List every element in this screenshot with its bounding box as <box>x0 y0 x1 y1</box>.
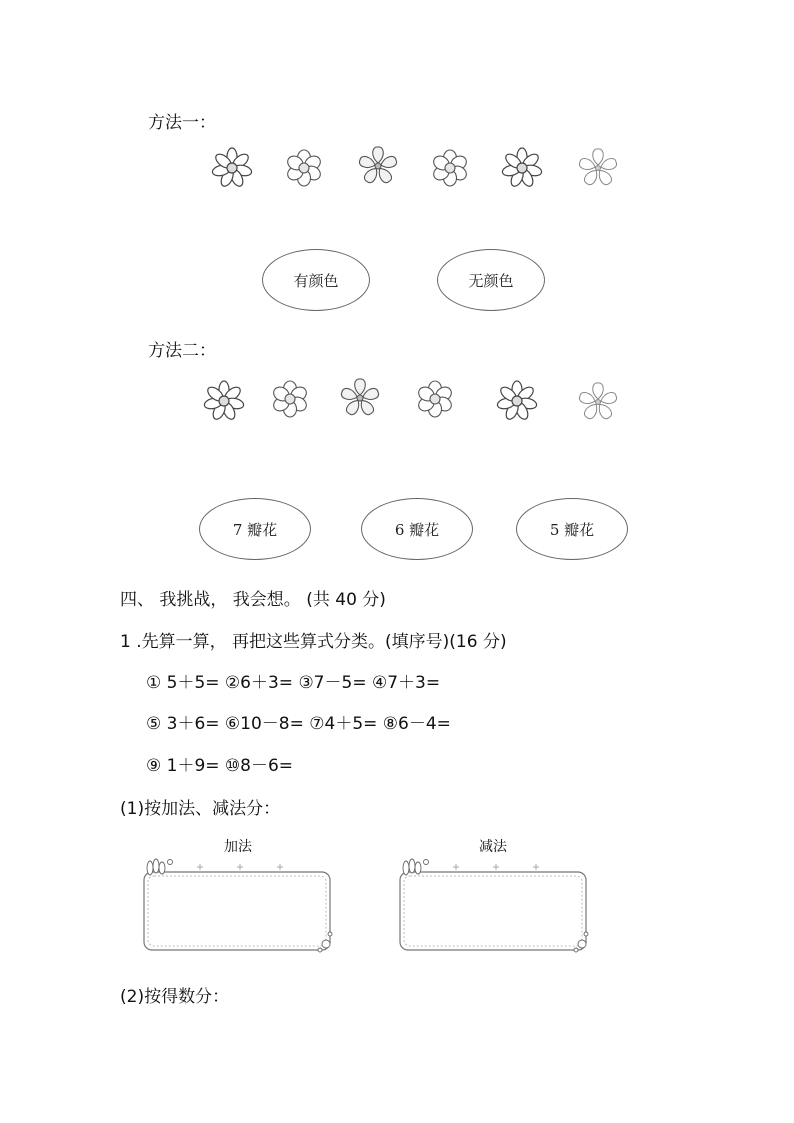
flower-icon <box>338 376 382 420</box>
group-label: 无颜色 <box>468 271 514 290</box>
addition-answer-box[interactable] <box>140 856 336 956</box>
question-1: 1 .先算一算， 再把这些算式分类。(填序号)(16 分) <box>120 632 507 652</box>
group-oval <box>437 249 545 311</box>
flower-icon <box>495 379 539 423</box>
flower-icon <box>210 146 254 190</box>
sub-question-1: (1)按加法、减法分： <box>120 799 281 819</box>
flower-icon <box>576 146 620 190</box>
equation-row-2: ⑤ 3＋6= ⑥10－8= ⑦4＋5= ⑧6－4= <box>146 714 451 734</box>
flower-icon <box>202 379 246 423</box>
flower-icon <box>282 146 326 190</box>
flower-icon <box>500 146 544 190</box>
flower-icon <box>268 377 312 421</box>
group-oval <box>199 498 311 560</box>
equation-row-3: ⑨ 1＋9= ⑩8－6= <box>146 756 294 776</box>
equation-row-1: ① 5＋5= ②6＋3= ③7－5= ④7＋3= <box>146 673 441 693</box>
section-heading: 四、 我挑战， 我会想。 (共 40 分) <box>120 590 386 610</box>
method2-title: 方法二： <box>148 341 216 361</box>
group-label: 7 瓣花 <box>232 520 278 539</box>
group-label: 5 瓣花 <box>549 520 595 539</box>
addition-box-title: 加法 <box>224 839 252 855</box>
method1-title: 方法一： <box>148 113 216 133</box>
subtraction-answer-box[interactable] <box>396 856 592 956</box>
flower-icon <box>356 144 400 188</box>
flower-icon <box>576 380 620 424</box>
group-label: 6 瓣花 <box>394 520 440 539</box>
subtraction-box-title: 减法 <box>479 839 507 855</box>
group-oval <box>262 249 370 311</box>
group-label: 有颜色 <box>293 271 339 290</box>
group-oval <box>361 498 473 560</box>
flower-icon <box>428 146 472 190</box>
sub-question-2: (2)按得数分： <box>120 987 230 1007</box>
flower-icon <box>413 377 457 421</box>
group-oval <box>516 498 628 560</box>
